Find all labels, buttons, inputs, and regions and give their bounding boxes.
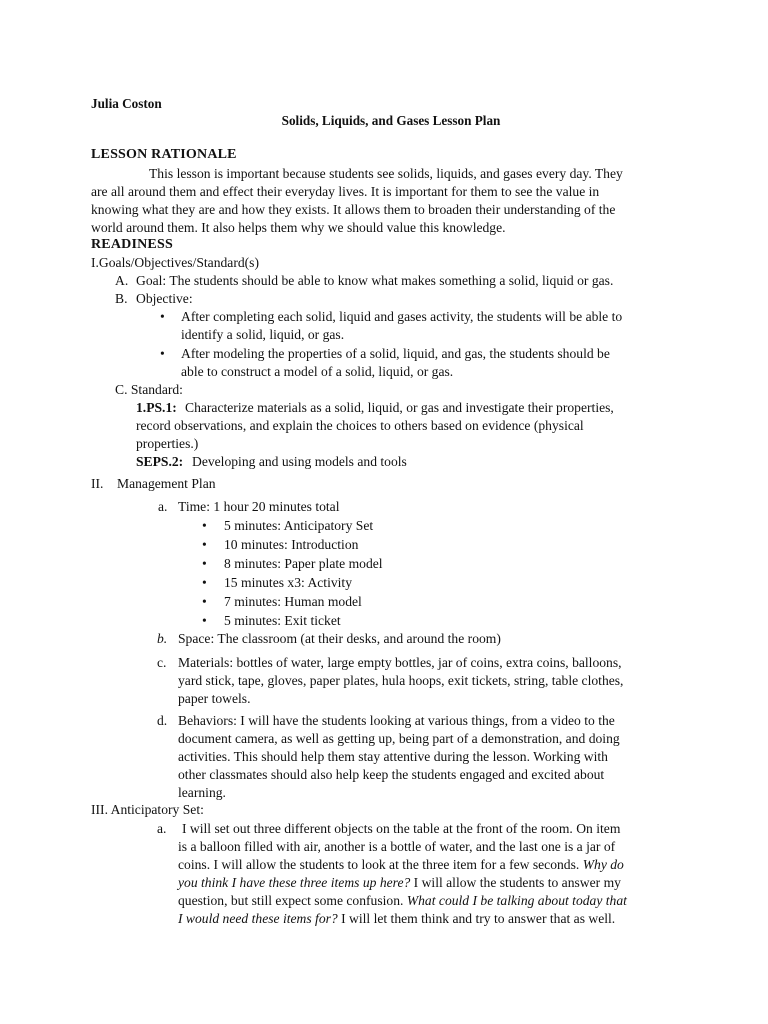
time-item: 10 minutes: Introduction [224, 537, 359, 552]
time-item: 15 minutes x3: Activity [224, 575, 353, 590]
anticipatory-question: Why do [582, 857, 624, 872]
rationale-line: world around them. It also helps them why we should value this knowledge. [91, 220, 506, 235]
anticipatory-text [178, 857, 624, 873]
standard-text: record observations, and explain the choices to others based on evidence (physical [136, 418, 584, 433]
materials-text: yard stick, tape, gloves, paper plates, hula hoops, exit tickets, string, table clothes, [178, 673, 624, 688]
management-heading: Management Plan [117, 476, 216, 491]
objective-item: able to construct a model of a solid, liquid, or gas. [181, 364, 454, 379]
anticipatory-text [178, 875, 621, 891]
anticipatory-heading: III. Anticipatory Set: [91, 802, 204, 817]
anticipatory-text: I will set out three different objects on the table at the front of the room. On item [182, 821, 621, 836]
time-text: Time: 1 hour 20 minutes total [178, 499, 340, 514]
anticipatory-text-plain: question, but still expect some confusion. [178, 893, 407, 908]
goals-heading: I.Goals/Objectives/Standard(s) [91, 255, 259, 270]
objective-label: Objective: [136, 291, 193, 306]
objective-item: After completing each solid, liquid and gases activity, the students will be able to [181, 309, 623, 324]
anticipatory-question: What could I be talking about today that [406, 893, 627, 908]
management-marker: II. [91, 476, 104, 491]
rationale-heading: LESSON RATIONALE [91, 147, 237, 162]
time-item: 5 minutes: Anticipatory Set [224, 518, 374, 533]
anticipatory-text-plain: coins. I will allow the students to look at the three item for a few seconds. [178, 857, 583, 872]
materials-text: Materials: bottles of water, large empty bottles, jar of coins, extra coins, balloons, [178, 655, 622, 670]
readiness-heading: READINESS [91, 237, 173, 252]
bullet-icon: • [202, 613, 207, 628]
bullet-icon: • [202, 537, 207, 552]
bullet-icon: • [160, 346, 165, 361]
anticipatory-text: is a balloon filled with air, another is a bottle of water, and the last one is a jar of [178, 839, 616, 854]
standard-code: SEPS.2: [136, 454, 184, 469]
document-title: Solids, Liquids, and Gases Lesson Plan [281, 113, 501, 128]
space-text: Space: The classroom (at their desks, and around the room) [178, 631, 501, 646]
objective-item: After modeling the properties of a solid, liquid, and gas, the students should be [181, 346, 610, 361]
goal-text: Goal: The students should be able to know what makes something a solid, liquid or gas. [136, 273, 614, 288]
anticipatory-text-plain: I will let them think and try to answer that as well. [337, 911, 616, 926]
objective-marker: B. [115, 291, 128, 306]
anticipatory-marker: a. [157, 821, 167, 836]
bullet-icon: • [160, 309, 165, 324]
anticipatory-text [178, 893, 627, 909]
anticipatory-text [178, 911, 615, 927]
space-marker: b. [157, 631, 168, 646]
anticipatory-question: you think I have these three items up here? [178, 875, 411, 890]
behaviors-marker: d. [157, 713, 168, 728]
anticipatory-question: I would need these items for? [178, 911, 338, 926]
time-item: 7 minutes: Human model [224, 594, 362, 609]
standard-text: Developing and using models and tools [192, 454, 407, 469]
author-name: Julia Coston [91, 96, 162, 111]
anticipatory-text-plain: I will allow the students to answer my [410, 875, 621, 890]
materials-text: paper towels. [178, 691, 251, 706]
rationale-line: This lesson is important because students see solids, liquids, and gases every day. They [149, 166, 623, 181]
goal-marker: A. [115, 273, 129, 288]
objective-item: identify a solid, liquid, or gas. [181, 327, 345, 342]
time-item: 5 minutes: Exit ticket [224, 613, 341, 628]
bullet-icon: • [202, 556, 207, 571]
rationale-line: are all around them and effect their everyday lives. It is important for them to see the value in [91, 184, 600, 199]
time-marker: a. [158, 499, 168, 514]
standard-text: properties.) [136, 436, 199, 451]
bullet-icon: • [202, 518, 207, 533]
standard-label: C. Standard: [115, 382, 183, 397]
behaviors-text: Behaviors: I will have the students looking at various things, from a video to the [178, 713, 615, 728]
behaviors-text: learning. [178, 785, 226, 800]
time-item: 8 minutes: Paper plate model [224, 556, 383, 571]
standard-code: 1.PS.1: [136, 400, 177, 415]
behaviors-text: document camera, as well as getting up, being part of a demonstration, and doing [178, 731, 620, 746]
bullet-icon: • [202, 594, 207, 609]
behaviors-text: activities. This should help them stay attentive during the lesson. Working with [178, 749, 608, 764]
behaviors-text: other classmates should also help keep the students engaged and excited about [178, 767, 605, 782]
bullet-icon: • [202, 575, 207, 590]
materials-marker: c. [157, 655, 167, 670]
standard-text: Characterize materials as a solid, liquid, or gas and investigate their properties, [185, 400, 614, 415]
rationale-line: knowing what they are and how they exists. It allows them to broaden their understanding of the [91, 202, 616, 217]
